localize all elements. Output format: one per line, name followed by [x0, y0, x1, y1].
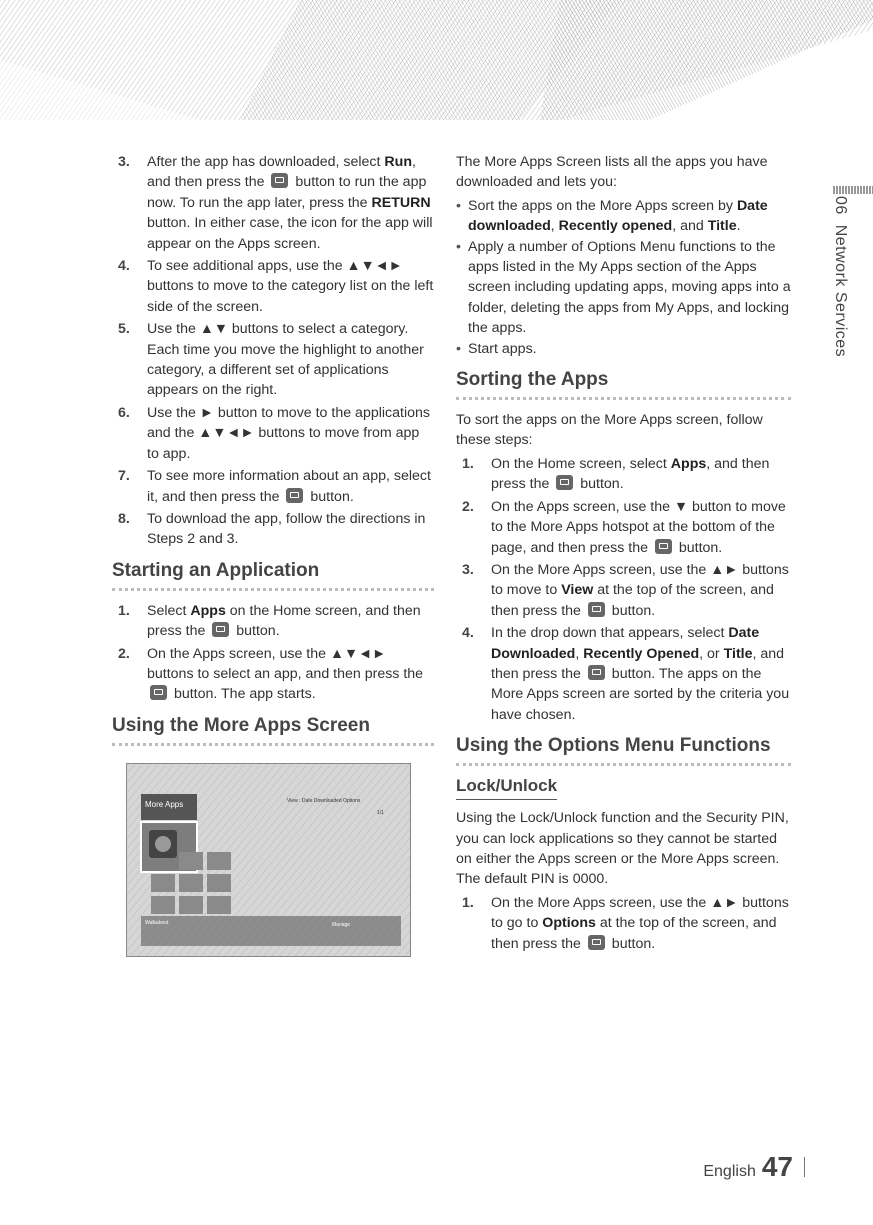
more-apps-heading: Using the More Apps Screen [112, 715, 434, 746]
list-item [456, 237, 791, 339]
text-run: at the top of the screen, and then press the [491, 582, 774, 619]
text-run: Use the ▲▼ buttons to select a category. Each time you move the highlight to another category, a different set of applications appears on the right. [147, 321, 424, 399]
right-column [456, 152, 791, 956]
text-run: button. In either case, the icon for the app will appear on the Apps screen. [147, 215, 433, 252]
list-item [456, 560, 791, 621]
bold-term: Apps [670, 455, 707, 472]
bullet-icon: • [456, 197, 461, 214]
enter-button-icon [556, 475, 573, 490]
bold-term: View [561, 582, 594, 599]
text-run: button. The app starts. [170, 686, 316, 703]
text-run: Use the ► button to move to the applications and the ▲▼◄► buttons to move from app to app. [147, 404, 430, 462]
bold-term: Date Downloaded [491, 625, 760, 662]
text-run: On the More Apps screen, use the ▲► buttons to move to [491, 561, 789, 599]
left-column [112, 152, 434, 746]
text-run: To download the app, follow the directions in Steps 2 and 3. [147, 510, 426, 548]
step-number: 3. [462, 561, 474, 578]
text-run: , and then press the [147, 154, 416, 191]
text-run: To see more information about an app, select it, and then press the [147, 468, 431, 505]
text-run: button. [306, 488, 354, 505]
text-run: After the app has downloaded, select [147, 154, 385, 170]
more-apps-screenshot [126, 763, 411, 957]
step-number: 1. [462, 894, 474, 911]
bold-term: Recently opened [558, 218, 673, 235]
bold-term: Recently Opened [583, 645, 700, 662]
more-apps-bullets [456, 196, 791, 359]
chapter-side-tab [831, 176, 857, 386]
lock-steps-list [456, 893, 791, 954]
side-tab-bar [833, 186, 873, 194]
bold-term: Options [542, 915, 596, 932]
step-text [147, 509, 434, 550]
list-item [456, 196, 791, 237]
step-number: 5. [118, 321, 130, 338]
list-item [112, 256, 434, 317]
list-item [456, 497, 791, 558]
step-number: 3. [118, 154, 130, 170]
step-number: 8. [118, 510, 130, 527]
step-number: 2. [118, 645, 130, 662]
step-text [491, 454, 791, 495]
text-run: button. [674, 539, 723, 556]
enter-button-icon [150, 685, 167, 700]
screenshot-bottom-left: Walkabout [145, 920, 169, 926]
starting-heading: Starting an Application [112, 560, 434, 591]
list-item [456, 893, 791, 954]
step-text [147, 319, 434, 401]
text-run: button to run the app now. To run the app later, press the [147, 174, 427, 211]
screenshot-title: More Apps [145, 800, 184, 809]
text-run: at the top of the screen, and then press the [491, 915, 777, 952]
text-run: Start apps. [468, 340, 537, 357]
step-text [147, 256, 434, 317]
list-item [456, 454, 791, 495]
text-run: button. [607, 935, 656, 952]
sorting-intro: To sort the apps on the More Apps screen, follow these steps: [456, 412, 763, 449]
more-apps-intro: The More Apps Screen lists all the apps you have downloaded and lets you: [456, 154, 768, 191]
list-item [112, 152, 434, 254]
bullet-text [468, 237, 791, 339]
text-run: On the Apps screen, use the ▼ button to move to the More Apps hotspot at the bottom of the page, and then press the [491, 498, 786, 556]
step-number: 7. [118, 468, 130, 485]
bullet-text [468, 339, 791, 359]
step-text [147, 601, 434, 642]
bullet-icon: • [456, 340, 461, 357]
lock-unlock-heading: Lock/Unlock [456, 776, 557, 800]
step-text [491, 893, 791, 954]
step-number: 2. [462, 498, 474, 515]
text-run: button. [232, 623, 280, 640]
step-number: 4. [118, 258, 130, 275]
text-run: on the Home screen, and then press the [147, 602, 421, 640]
list-item [456, 339, 791, 359]
text-run: . [736, 218, 741, 235]
step-text [147, 152, 434, 254]
enter-button-icon [588, 602, 605, 617]
text-run: In the drop down that appears, select [491, 625, 729, 642]
options-heading: Using the Options Menu Functions [456, 735, 791, 766]
text-run: Sort the apps on the More Apps screen by [468, 197, 737, 214]
bold-term: RETURN [371, 194, 431, 211]
page-footer [703, 1151, 793, 1183]
enter-button-icon [588, 935, 605, 950]
bold-term: Run [384, 154, 412, 170]
bold-term: Title [707, 218, 737, 235]
step-number: 6. [118, 404, 130, 421]
header-banner [0, 0, 873, 120]
screenshot-page: 1/1 [377, 810, 384, 816]
lock-unlock-intro: Using the Lock/Unlock function and the Security PIN, you can lock applications so they cannot be started on either the Apps screen or the More Apps screen. The default PIN is 0000. [456, 810, 789, 888]
bold-term: Date downloaded [468, 197, 768, 235]
step-text [147, 466, 434, 507]
enter-button-icon [212, 622, 229, 637]
list-item [112, 403, 434, 464]
download-steps-list [112, 152, 434, 550]
text-run: , and then press the [491, 455, 770, 493]
bold-term: Apps [190, 602, 226, 619]
step-number: 1. [462, 455, 474, 472]
list-item [112, 644, 434, 705]
sorting-steps-list [456, 454, 791, 725]
text-run: , and then press the [491, 645, 785, 682]
text-run: button. [576, 476, 624, 493]
footer-divider [804, 1157, 805, 1177]
step-number: 4. [462, 625, 474, 642]
text-run: On the Apps screen, use the ▲▼◄► buttons to select an app, and then press the [147, 645, 424, 682]
list-item [112, 601, 434, 642]
chapter-label: 06 Network Services [832, 196, 849, 358]
text-run: button. [607, 602, 656, 619]
bullet-icon: • [456, 238, 461, 255]
bullet-text [468, 196, 791, 237]
starting-steps-list [112, 601, 434, 705]
footer-language: English [703, 1163, 756, 1180]
text-run: To see additional apps, use the ▲▼◄► buttons to move to the category list on the left side of the screen. [147, 258, 434, 315]
enter-button-icon [271, 173, 288, 188]
header-banner-art [0, 0, 873, 120]
text-run: On the Home screen, select [491, 455, 671, 472]
screenshot-toolbar: View : Date Downloaded Options [287, 798, 361, 804]
step-text [147, 403, 434, 464]
text-run: Select [147, 602, 191, 619]
page-number: 47 [761, 1151, 793, 1182]
text-run: , and [672, 218, 708, 235]
text-run: , [550, 218, 559, 235]
step-text [491, 560, 791, 621]
sorting-heading: Sorting the Apps [456, 369, 791, 400]
text-run: button. The apps on the More Apps screen are sorted by the criteria you have chosen. [491, 665, 790, 723]
list-item [112, 466, 434, 507]
text-run: , or [699, 645, 724, 662]
enter-button-icon [655, 539, 672, 554]
list-item [112, 509, 434, 550]
step-number: 1. [118, 602, 130, 619]
enter-button-icon [588, 665, 605, 680]
list-item [456, 623, 791, 725]
step-text [147, 644, 434, 705]
list-item [112, 319, 434, 401]
bold-term: Title [723, 645, 753, 662]
text-run: , [575, 645, 584, 662]
enter-button-icon [286, 488, 303, 503]
text-run: Apply a number of Options Menu functions to the apps listed in the My Apps section of the Apps screen including updating apps, moving apps into a folder, deleting the apps from My Apps, and locking the apps. [468, 238, 791, 337]
step-text [491, 497, 791, 558]
screenshot-bottom-right: Manage [332, 922, 351, 928]
step-text [491, 623, 791, 725]
text-run: On the More Apps screen, use the ▲► buttons to go to [491, 894, 789, 932]
